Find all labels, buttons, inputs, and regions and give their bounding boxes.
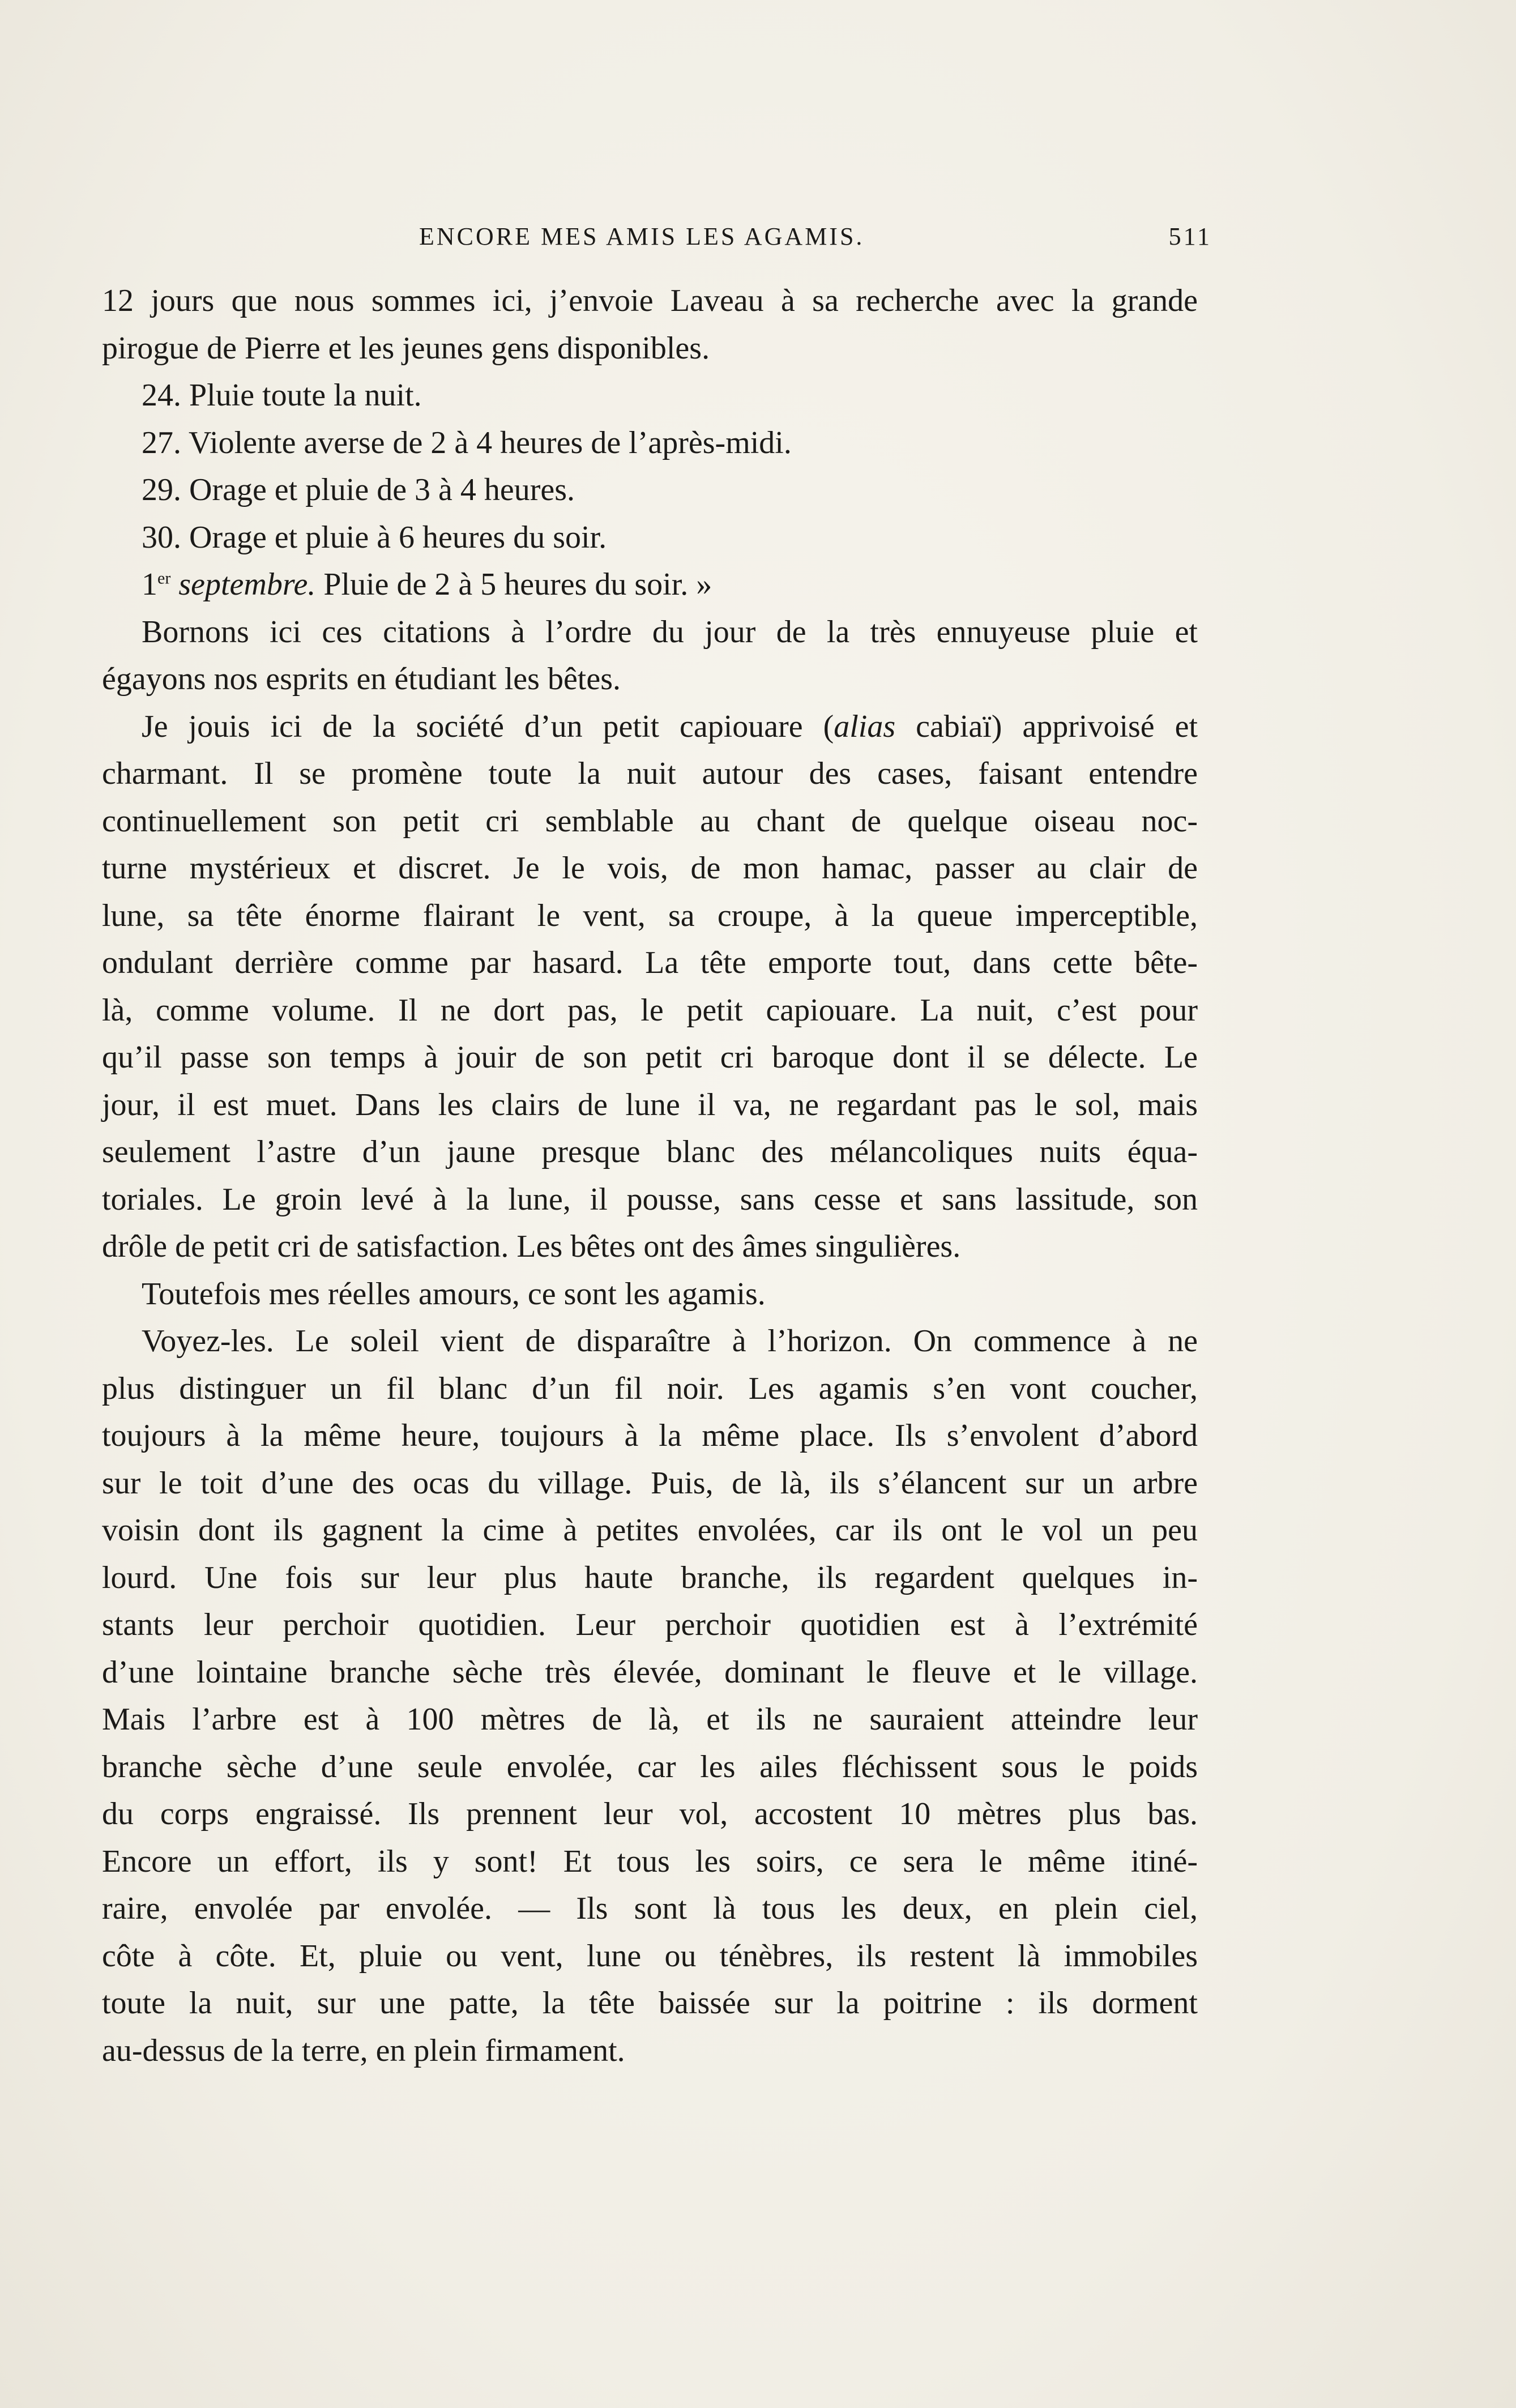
text-line: raire, envolée par envolée. — Ils sont là tous les deux, en plein ciel, xyxy=(102,1891,1198,1926)
text-line: voisin dont ils gagnent la cime à petites envolées, car ils ont le vol un peu xyxy=(102,1513,1198,1548)
text-line: lourd. Une fois sur leur plus haute branche, ils regardent quelques in- xyxy=(102,1560,1198,1595)
text-line xyxy=(102,703,1198,751)
text-line: Voyez-les. Le soleil vient de disparaître à l’horizon. On commence à ne xyxy=(142,1323,1198,1359)
text-line: lune, sa tête énorme flairant le vent, sa croupe, à la queue imperceptible, xyxy=(102,898,1198,933)
text-line: Mais l’arbre est à 100 mètres de là, et ils ne sauraient atteindre leur xyxy=(102,1702,1198,1737)
text-line: toriales. Le groin levé à la lune, il pousse, sans cesse et sans lassitude, son xyxy=(102,1181,1198,1217)
text-line: jour, il est muet. Dans les clairs de lune il va, ne regardant pas le sol, mais xyxy=(102,1087,1198,1122)
text-line: turne mystérieux et discret. Je le vois, de mon hamac, passer au clair de xyxy=(102,851,1198,886)
italic-word: alias xyxy=(834,708,896,744)
text-line: sur le toit d’une des ocas du village. Puis, de là, ils s’élancent sur un arbre xyxy=(102,1465,1198,1501)
text-line: pirogue de Pierre et les jeunes gens disponibles. xyxy=(102,330,710,366)
text-line: drôle de petit cri de satisfaction. Les bêtes ont des âmes singulières. xyxy=(102,1229,961,1264)
text-span: Je jouis ici de la société d’un petit capiouare ( xyxy=(142,708,834,744)
text-line: d’une lointaine branche sèche très élevée, dominant le fleuve et le village. xyxy=(102,1654,1198,1690)
text-line xyxy=(102,561,1198,609)
text-line: Bornons ici ces citations à l’ordre du jour de la très ennuyeuse pluie et xyxy=(142,614,1198,650)
text-line: seulement l’astre d’un jaune presque blanc des mélancoliques nuits équa- xyxy=(102,1134,1198,1169)
text-line: Encore un effort, ils y sont! Et tous les soirs, ce sera le même itiné- xyxy=(102,1843,1198,1879)
text-line: continuellement son petit cri semblable au chant de quelque oiseau noc- xyxy=(102,803,1198,839)
text-span: 1 xyxy=(142,567,157,602)
text-line: côte à côte. Et, pluie ou vent, lune ou ténèbres, ils restent là immobiles xyxy=(102,1938,1198,1974)
text-line: toujours à la même heure, toujours à la même place. Ils s’envolent d’abord xyxy=(102,1418,1198,1453)
running-head: ENCORE MES AMIS LES AGAMIS. xyxy=(419,223,865,250)
text-line: là, comme volume. Il ne dort pas, le petit capiouare. La nuit, c’est pour xyxy=(102,992,1198,1028)
text-line: 27. Violente averse de 2 à 4 heures de l’après-midi. xyxy=(142,425,792,460)
text-line: qu’il passe son temps à jouir de son petit cri baroque dont il se délecte. Le xyxy=(102,1040,1198,1075)
text-line: égayons nos esprits en étudiant les bêtes. xyxy=(102,661,621,697)
text-line: toute la nuit, sur une patte, la tête baissée sur la poitrine : ils dorment xyxy=(102,1986,1198,2021)
text-line: ondulant derrière comme par hasard. La tête emporte tout, dans cette bête- xyxy=(102,945,1198,980)
text-line: 12 jours que nous sommes ici, j’envoie Laveau à sa recherche avec la grande xyxy=(102,283,1198,318)
page-header xyxy=(102,222,1212,262)
text-span: cabiaï) apprivoisé et xyxy=(895,708,1198,744)
text-line: charmant. Il se promène toute la nuit autour des cases, faisant entendre xyxy=(102,756,1198,791)
text-line: 24. Pluie toute la nuit. xyxy=(142,378,422,413)
text-span: Pluie de 2 à 5 heures du soir. » xyxy=(315,567,712,602)
superscript: er xyxy=(157,569,171,588)
text-line: 29. Orage et pluie de 3 à 4 heures. xyxy=(142,472,575,507)
text-line: du corps engraissé. Ils prennent leur vol, accostent 10 mètres plus bas. xyxy=(102,1796,1198,1831)
text-line: Toutefois mes réelles amours, ce sont les agamis. xyxy=(142,1276,766,1312)
italic-date: septembre. xyxy=(170,567,316,602)
body-text xyxy=(102,277,1198,2074)
text-line: au-dessus de la terre, en plein firmament. xyxy=(102,2033,625,2068)
text-line: 30. Orage et pluie à 6 heures du soir. xyxy=(142,519,607,555)
page-number: 511 xyxy=(1168,223,1212,250)
text-line: branche sèche d’une seule envolée, car les ailes fléchissent sous le poids xyxy=(102,1749,1198,1784)
text-line: stants leur perchoir quotidien. Leur perchoir quotidien est à l’extrémité xyxy=(102,1607,1198,1642)
text-line: plus distinguer un fil blanc d’un fil noir. Les agamis s’en vont coucher, xyxy=(102,1370,1198,1406)
